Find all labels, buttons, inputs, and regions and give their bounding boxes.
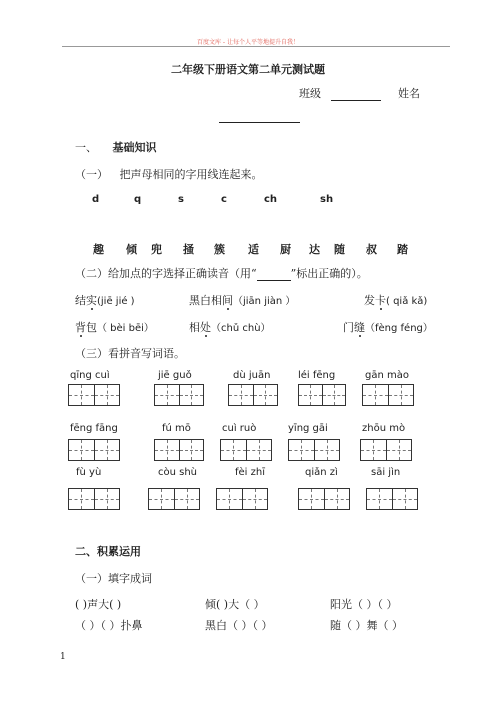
fill-item[interactable]: 黑白（ ）（ ） xyxy=(205,619,273,632)
name-label: 姓名 xyxy=(398,87,420,100)
section-2-title: 积累运用 xyxy=(97,545,141,558)
section-2-heading xyxy=(75,543,141,559)
char-item: 倾 xyxy=(126,243,137,256)
writing-grid[interactable] xyxy=(366,488,418,510)
reading-options[interactable]: （chǔ chù） xyxy=(211,323,271,334)
initial-q: q xyxy=(134,194,142,205)
q1-1-text: 把声母相同的字用线连起来。 xyxy=(119,168,263,181)
char-item: 踏 xyxy=(397,243,408,256)
section-1-num: 一、 xyxy=(75,141,97,154)
writing-grid[interactable] xyxy=(228,384,278,406)
q1-2-word-d xyxy=(75,319,154,335)
initial-sh: sh xyxy=(320,194,334,205)
q1-2-word-f xyxy=(343,319,433,335)
class-field xyxy=(299,85,420,101)
fill-item[interactable]: ( )声大( ) xyxy=(75,598,122,611)
word-text: 相 xyxy=(189,321,200,334)
q1-2-word-a xyxy=(75,292,135,308)
word-text: 包 xyxy=(86,321,97,334)
pinyin-label: sāi jìn xyxy=(371,467,401,478)
pinyin-label: fēng fāng xyxy=(70,423,118,434)
pinyin-label: fèi zhī xyxy=(235,467,265,478)
char-item: 兜 xyxy=(151,243,162,256)
writing-grid[interactable] xyxy=(362,384,414,406)
section-1-title: 基础知识 xyxy=(112,141,157,154)
char-item: 叔 xyxy=(366,243,377,256)
pinyin-label: fú mō xyxy=(162,423,191,434)
reading-options[interactable]: （fèng féng） xyxy=(365,323,433,334)
word-text: 结 xyxy=(75,294,86,307)
pinyin-label: léi fēng xyxy=(298,370,336,381)
pinyin-label: qīng cuì xyxy=(70,370,110,381)
writing-grid[interactable] xyxy=(68,488,120,510)
dotted-char: 卡 xyxy=(375,294,386,307)
page-title: 二年级下册语文第二单元测试题 xyxy=(171,63,325,76)
pinyin-label: còu shù xyxy=(158,467,198,478)
pinyin-label: zhōu mò xyxy=(362,423,406,434)
page-number: 1 xyxy=(60,652,66,662)
char-item: 达 xyxy=(309,243,320,256)
fill-item[interactable]: （ ）（ ）扑鼻 xyxy=(75,619,143,632)
section-2-num: 二、 xyxy=(75,545,97,558)
char-item: 厨 xyxy=(280,243,291,256)
fill-item[interactable]: 倾( )大（ ） xyxy=(205,598,265,611)
pinyin-label: fù yù xyxy=(76,467,102,478)
q1-3-line: （三）看拼音写词语。 xyxy=(75,347,185,360)
reading-options[interactable]: （jiān jiàn ） xyxy=(233,296,296,307)
char-item: 随 xyxy=(334,243,345,256)
writing-grid[interactable] xyxy=(154,384,204,406)
pinyin-label: cuì ruò xyxy=(222,423,257,434)
pinyin-label: qiǎn zì xyxy=(305,467,338,478)
reading-options[interactable]: （ bèi bēi） xyxy=(97,323,154,334)
answer-mark-blank xyxy=(257,269,291,281)
char-item: 簇 xyxy=(214,243,225,256)
char-item: 掻 xyxy=(183,243,194,256)
q1-2-line xyxy=(75,265,368,281)
writing-grid[interactable] xyxy=(216,488,268,510)
q1-2-word-b xyxy=(189,292,295,308)
q1-2-word-c xyxy=(364,292,427,308)
initial-d: d xyxy=(92,194,100,205)
pinyin-label: jiē guǒ xyxy=(158,370,192,381)
reading-options[interactable]: (jiē jié ) xyxy=(97,296,135,307)
initial-ch: ch xyxy=(264,194,278,205)
fill-item[interactable]: 随（ ）舞（ ） xyxy=(330,619,403,632)
reading-options[interactable]: ( qiǎ kǎ) xyxy=(386,296,428,307)
writing-grid[interactable] xyxy=(288,439,340,461)
name-blank[interactable] xyxy=(219,122,300,123)
writing-grid[interactable] xyxy=(148,488,200,510)
word-text: 门 xyxy=(343,321,354,334)
dotted-char: 背 xyxy=(75,321,86,334)
q1-2-text-after: ”标出正确的）。 xyxy=(290,267,368,280)
writing-grid[interactable] xyxy=(298,384,346,406)
initial-s: s xyxy=(178,194,184,205)
header-note: 百度文库 - 让每个人平等地提升自我！ xyxy=(197,39,299,46)
class-blank[interactable] xyxy=(331,89,381,101)
q2-1-line: （一）填字成词 xyxy=(75,572,152,585)
writing-grid[interactable] xyxy=(68,439,120,461)
q1-1-line xyxy=(75,166,263,182)
pinyin-label: dù juān xyxy=(233,370,271,381)
header-rule xyxy=(62,46,450,47)
writing-grid[interactable] xyxy=(68,384,120,406)
pinyin-label: yīng gāi xyxy=(288,423,328,434)
writing-grid[interactable] xyxy=(154,439,204,461)
char-item: 趣 xyxy=(93,243,104,256)
writing-grid[interactable] xyxy=(298,488,350,510)
dotted-char: 处 xyxy=(200,321,211,334)
pinyin-label: gān mào xyxy=(365,370,409,381)
writing-grid[interactable] xyxy=(220,439,272,461)
q1-1-num: （一） xyxy=(75,168,108,181)
q1-2-word-e xyxy=(189,319,271,335)
word-text: 发 xyxy=(364,294,375,307)
char-item: 适 xyxy=(248,243,259,256)
initial-c: c xyxy=(221,194,227,205)
dotted-char: 缝 xyxy=(354,321,365,334)
q1-2-text-before: （二）给加点的字选择正确读音（用“ xyxy=(75,267,257,280)
writing-grid[interactable] xyxy=(360,439,412,461)
section-1-heading xyxy=(75,139,157,155)
fill-item[interactable]: 阳光（ ）（ ） xyxy=(330,598,398,611)
dotted-char: 间 xyxy=(222,294,233,307)
dotted-char: 实 xyxy=(86,294,97,307)
word-text: 黑白相 xyxy=(189,294,222,307)
class-label: 班级 xyxy=(299,87,321,100)
